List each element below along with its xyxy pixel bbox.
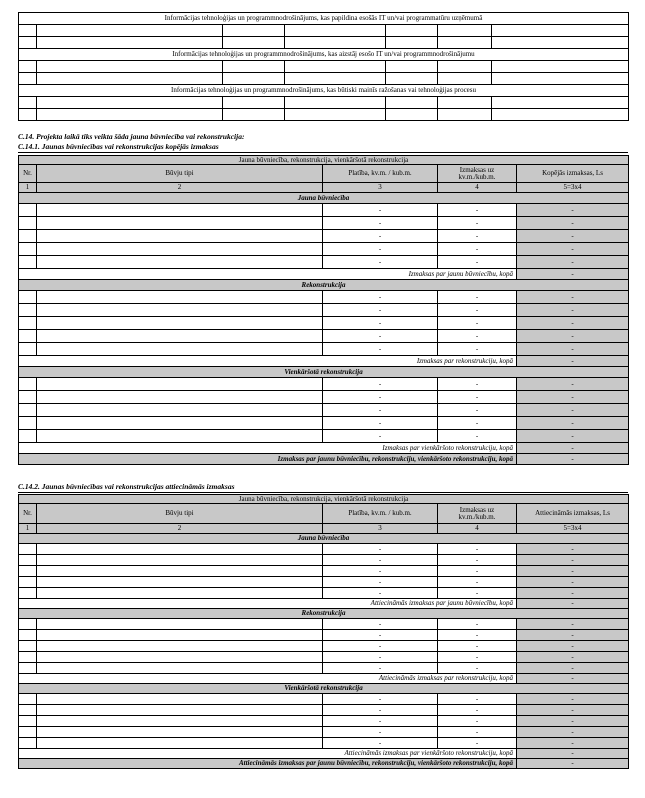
empty-cell — [19, 97, 37, 109]
empty-cell — [37, 566, 323, 577]
empty-cell — [19, 738, 37, 749]
empty-cell — [37, 37, 223, 49]
super-header: Jauna būvniecība, rekonstrukcija, vienkāršotā rekonstrukcija — [19, 495, 629, 504]
col-nr: Nr. — [19, 165, 37, 183]
cell-value: - — [323, 544, 438, 555]
empty-cell — [19, 230, 37, 243]
cell-value: - — [323, 619, 438, 630]
table-row[interactable] — [19, 317, 629, 330]
cell-value: - — [323, 391, 438, 404]
col-num: 3 — [323, 183, 438, 193]
empty-cell — [37, 97, 223, 109]
col-num: 4 — [438, 524, 517, 534]
subtotal-value: - — [517, 599, 629, 609]
empty-cell — [37, 641, 323, 652]
empty-cell — [37, 204, 323, 217]
col-type: Būvju tipi — [37, 504, 323, 524]
table-row[interactable] — [19, 588, 629, 599]
cell-value: - — [517, 304, 629, 317]
cell-value: - — [438, 378, 517, 391]
cell-value: - — [323, 378, 438, 391]
cell-value: - — [438, 705, 517, 716]
cell-value: - — [323, 343, 438, 356]
cell-value: - — [517, 738, 629, 749]
cell-value: - — [438, 343, 517, 356]
empty-cell — [19, 716, 37, 727]
subtotal-label: Izmaksas par vienkāršoto rekonstrukciju, kopā — [19, 443, 517, 454]
cell-value: - — [438, 330, 517, 343]
cell-value: - — [517, 404, 629, 417]
table-row[interactable] — [19, 417, 629, 430]
super-header: Jauna būvniecība, rekonstrukcija, vienkāršotā rekonstrukcija — [19, 156, 629, 165]
table-row[interactable] — [19, 652, 629, 663]
empty-cell — [19, 25, 37, 37]
table-row[interactable] — [19, 217, 629, 230]
cell-value: - — [438, 243, 517, 256]
cell-value: - — [438, 641, 517, 652]
cell-value: - — [323, 430, 438, 443]
cell-value: - — [323, 738, 438, 749]
cell-value: - — [438, 555, 517, 566]
empty-cell — [37, 577, 323, 588]
cell-value: - — [323, 555, 438, 566]
table-row[interactable] — [19, 544, 629, 555]
col-num: 2 — [37, 183, 323, 193]
cell-value: - — [517, 544, 629, 555]
empty-cell — [438, 109, 492, 121]
cell-value: - — [438, 577, 517, 588]
cell-value: - — [323, 256, 438, 269]
empty-cell — [492, 109, 629, 121]
empty-cell — [37, 256, 323, 269]
cell-value: - — [323, 716, 438, 727]
empty-cell — [19, 555, 37, 566]
table-row[interactable] — [19, 204, 629, 217]
cell-value: - — [517, 663, 629, 674]
cell-value: - — [438, 417, 517, 430]
empty-cell — [37, 663, 323, 674]
section-new: Jauna būvniecība — [19, 193, 629, 204]
col-unit-cost: Izmaksas uz kv.m./kub.m. — [438, 165, 517, 183]
cell-value: - — [323, 204, 438, 217]
cell-value: - — [323, 243, 438, 256]
empty-cell — [19, 705, 37, 716]
empty-cell — [37, 555, 323, 566]
section-simple: Vienkāršotā rekonstrukcija — [19, 367, 629, 378]
col-total: Attiecināmās izmaksas, Ls — [517, 504, 629, 524]
cell-value: - — [517, 705, 629, 716]
c142-title: C.14.2. Jaunas būvniecības vai rekonstrukcijas attiecināmās izmaksas — [18, 482, 235, 491]
table-row[interactable] — [19, 694, 629, 705]
empty-cell — [19, 404, 37, 417]
col-num: 2 — [37, 524, 323, 534]
empty-cell — [223, 97, 285, 109]
empty-cell — [37, 417, 323, 430]
empty-cell — [37, 391, 323, 404]
empty-cell — [285, 73, 386, 85]
empty-cell — [492, 73, 629, 85]
empty-cell — [19, 652, 37, 663]
cell-value: - — [438, 716, 517, 727]
table-row[interactable] — [19, 37, 629, 49]
cell-value: - — [517, 378, 629, 391]
empty-cell — [19, 544, 37, 555]
cell-value: - — [517, 256, 629, 269]
empty-cell — [19, 694, 37, 705]
cell-value: - — [517, 652, 629, 663]
table-row[interactable] — [19, 555, 629, 566]
empty-cell — [438, 97, 492, 109]
subtotal-value: - — [517, 443, 629, 454]
it-table — [18, 12, 629, 121]
empty-cell — [438, 73, 492, 85]
section-recon: Rekonstrukcija — [19, 280, 629, 291]
empty-cell — [37, 378, 323, 391]
cell-value: - — [438, 391, 517, 404]
table-row[interactable] — [19, 738, 629, 749]
c142-table — [18, 494, 629, 769]
table-row[interactable] — [19, 378, 629, 391]
empty-cell — [285, 109, 386, 121]
col-num: 5=3x4 — [517, 183, 629, 193]
empty-cell — [386, 37, 438, 49]
col-nr: Nr. — [19, 504, 37, 524]
cell-value: - — [517, 727, 629, 738]
empty-cell — [386, 97, 438, 109]
subtotal-label: Izmaksas par jaunu būvniecību, kopā — [19, 269, 517, 280]
it-section-header-3: Informācijas tehnoloģijas un programmnodrošinājums, kas būtiski mainīs ražošanas vai tehnoloģijas procesu — [19, 85, 629, 97]
empty-cell — [19, 61, 37, 73]
grand-total-value: - — [517, 454, 629, 465]
table-row[interactable] — [19, 619, 629, 630]
empty-cell — [19, 641, 37, 652]
cell-value: - — [517, 230, 629, 243]
cell-value: - — [323, 727, 438, 738]
table-row[interactable] — [19, 304, 629, 317]
empty-cell — [37, 630, 323, 641]
subtotal-label: Attiecināmās izmaksas par rekonstrukciju, kopā — [19, 674, 517, 684]
table-row[interactable] — [19, 61, 629, 73]
cell-value: - — [438, 544, 517, 555]
empty-cell — [37, 727, 323, 738]
empty-cell — [37, 25, 223, 37]
empty-cell — [19, 727, 37, 738]
cell-value: - — [438, 652, 517, 663]
empty-cell — [37, 230, 323, 243]
empty-cell — [19, 430, 37, 443]
cell-value: - — [438, 619, 517, 630]
table-row[interactable] — [19, 705, 629, 716]
cell-value: - — [517, 577, 629, 588]
cell-value: - — [323, 652, 438, 663]
empty-cell — [438, 25, 492, 37]
cell-value: - — [438, 694, 517, 705]
empty-cell — [19, 317, 37, 330]
cell-value: - — [517, 694, 629, 705]
empty-cell — [37, 291, 323, 304]
empty-cell — [19, 73, 37, 85]
table-row[interactable] — [19, 727, 629, 738]
cell-value: - — [323, 577, 438, 588]
cell-value: - — [438, 663, 517, 674]
cell-value: - — [517, 204, 629, 217]
cell-value: - — [517, 417, 629, 430]
table-row[interactable] — [19, 230, 629, 243]
cell-value: - — [438, 304, 517, 317]
empty-cell — [223, 109, 285, 121]
table-row[interactable] — [19, 330, 629, 343]
cell-value: - — [323, 291, 438, 304]
cell-value: - — [438, 588, 517, 599]
table-row[interactable] — [19, 25, 629, 37]
empty-cell — [37, 738, 323, 749]
table-row[interactable] — [19, 566, 629, 577]
cell-value: - — [438, 738, 517, 749]
subtotal-label: Attiecināmās izmaksas par jaunu būvniecību, kopā — [19, 599, 517, 609]
cell-value: - — [517, 555, 629, 566]
empty-cell — [19, 391, 37, 404]
empty-cell — [37, 404, 323, 417]
table-row[interactable] — [19, 291, 629, 304]
table-row[interactable] — [19, 391, 629, 404]
empty-cell — [37, 61, 223, 73]
col-area: Platība, kv.m. / kub.m. — [323, 165, 438, 183]
empty-cell — [492, 25, 629, 37]
empty-cell — [285, 25, 386, 37]
empty-cell — [19, 109, 37, 121]
cell-value: - — [517, 588, 629, 599]
table-row[interactable] — [19, 97, 629, 109]
cell-value: - — [517, 630, 629, 641]
empty-cell — [37, 619, 323, 630]
subtotal-value: - — [517, 269, 629, 280]
subtotal-value: - — [517, 749, 629, 759]
cell-value: - — [517, 330, 629, 343]
cell-value: - — [323, 705, 438, 716]
empty-cell — [386, 25, 438, 37]
table-row[interactable] — [19, 430, 629, 443]
cell-value: - — [438, 317, 517, 330]
grand-total-value: - — [517, 759, 629, 769]
empty-cell — [19, 566, 37, 577]
divider — [18, 492, 628, 493]
grand-total-label: Attiecināmās izmaksas par jaunu būvniecību, rekonstrukciju, vienkāršoto rekonstrukciju, kopā — [19, 759, 517, 769]
cell-value: - — [438, 217, 517, 230]
col-num: 3 — [323, 524, 438, 534]
section-recon: Rekonstrukcija — [19, 609, 629, 619]
cell-value: - — [517, 619, 629, 630]
empty-cell — [19, 663, 37, 674]
cell-value: - — [517, 716, 629, 727]
cell-value: - — [438, 566, 517, 577]
empty-cell — [19, 37, 37, 49]
empty-cell — [223, 37, 285, 49]
empty-cell — [19, 630, 37, 641]
cell-value: - — [323, 630, 438, 641]
empty-cell — [37, 430, 323, 443]
cell-value: - — [438, 404, 517, 417]
it-section-header-1: Informācijas tehnoloģijas un programmnodrošinājums, kas papildina esošās IT un/vai programmatūru uzņēmumā — [19, 13, 629, 25]
c14-title: C.14. Projekta laikā tiks veikta šāda jauna būvniecība vai rekonstrukcija: — [18, 132, 245, 141]
empty-cell — [19, 588, 37, 599]
subtotal-label: Izmaksas par rekonstrukciju, kopā — [19, 356, 517, 367]
cell-value: - — [517, 243, 629, 256]
cell-value: - — [438, 630, 517, 641]
cell-value: - — [323, 663, 438, 674]
subtotal-label: Attiecināmās izmaksas par vienkāršoto rekonstrukciju, kopā — [19, 749, 517, 759]
table-row[interactable] — [19, 109, 629, 121]
table-row[interactable] — [19, 630, 629, 641]
empty-cell — [37, 705, 323, 716]
empty-cell — [37, 716, 323, 727]
table-row[interactable] — [19, 343, 629, 356]
empty-cell — [37, 694, 323, 705]
cell-value: - — [323, 330, 438, 343]
section-simple: Vienkāršotā rekonstrukcija — [19, 684, 629, 694]
empty-cell — [285, 61, 386, 73]
cell-value: - — [438, 204, 517, 217]
table-row[interactable] — [19, 243, 629, 256]
table-row[interactable] — [19, 256, 629, 269]
cell-value: - — [438, 430, 517, 443]
table-row[interactable] — [19, 577, 629, 588]
table-row[interactable] — [19, 663, 629, 674]
cell-value: - — [517, 641, 629, 652]
table-row[interactable] — [19, 404, 629, 417]
cell-value: - — [438, 230, 517, 243]
cell-value: - — [323, 304, 438, 317]
empty-cell — [285, 37, 386, 49]
empty-cell — [19, 256, 37, 269]
col-type: Būvju tipi — [37, 165, 323, 183]
empty-cell — [438, 61, 492, 73]
cell-value: - — [517, 291, 629, 304]
cell-value: - — [517, 317, 629, 330]
empty-cell — [492, 97, 629, 109]
empty-cell — [386, 61, 438, 73]
cell-value: - — [323, 417, 438, 430]
cell-value: - — [517, 391, 629, 404]
empty-cell — [37, 544, 323, 555]
col-area: Platība, kv.m. / kub.m. — [323, 504, 438, 524]
empty-cell — [37, 73, 223, 85]
divider — [18, 152, 628, 153]
c141-table — [18, 155, 629, 465]
empty-cell — [438, 37, 492, 49]
empty-cell — [19, 577, 37, 588]
cell-value: - — [517, 217, 629, 230]
empty-cell — [223, 61, 285, 73]
subtotal-value: - — [517, 674, 629, 684]
empty-cell — [386, 73, 438, 85]
cell-value: - — [438, 256, 517, 269]
empty-cell — [37, 217, 323, 230]
cell-value: - — [438, 291, 517, 304]
cell-value: - — [323, 641, 438, 652]
it-section-header-2: Informācijas tehnoloģijas un programmnodrošinājums, kas aizstāj esošo IT un/vai programmnodrošinājumu — [19, 49, 629, 61]
cell-value: - — [323, 588, 438, 599]
cell-value: - — [323, 404, 438, 417]
col-num: 5=3x4 — [517, 524, 629, 534]
cell-value: - — [517, 430, 629, 443]
cell-value: - — [323, 217, 438, 230]
empty-cell — [492, 37, 629, 49]
col-num: 1 — [19, 524, 37, 534]
empty-cell — [37, 330, 323, 343]
grand-total-label: Izmaksas par jaunu būvniecību, rekonstrukciju, vienkāršoto rekonstrukciju, kopā — [19, 454, 517, 465]
empty-cell — [19, 291, 37, 304]
cell-value: - — [438, 727, 517, 738]
empty-cell — [223, 73, 285, 85]
col-unit-cost: Izmaksas uz kv.m./kub.m. — [438, 504, 517, 524]
empty-cell — [223, 25, 285, 37]
empty-cell — [19, 378, 37, 391]
cell-value: - — [323, 694, 438, 705]
empty-cell — [492, 61, 629, 73]
cell-value: - — [323, 317, 438, 330]
empty-cell — [37, 317, 323, 330]
empty-cell — [19, 343, 37, 356]
empty-cell — [19, 330, 37, 343]
table-row[interactable] — [19, 641, 629, 652]
empty-cell — [19, 619, 37, 630]
table-row[interactable] — [19, 716, 629, 727]
empty-cell — [37, 109, 223, 121]
col-num: 4 — [438, 183, 517, 193]
table-row[interactable] — [19, 73, 629, 85]
cell-value: - — [517, 343, 629, 356]
empty-cell — [19, 304, 37, 317]
empty-cell — [19, 204, 37, 217]
empty-cell — [19, 243, 37, 256]
col-num: 1 — [19, 183, 37, 193]
subtotal-value: - — [517, 356, 629, 367]
c141-title: C.14.1. Jaunas būvniecības vai rekonstrukcijas kopējās izmaksas — [18, 142, 219, 151]
empty-cell — [285, 97, 386, 109]
cell-value: - — [517, 566, 629, 577]
empty-cell — [37, 588, 323, 599]
section-new: Jauna būvniecība — [19, 534, 629, 544]
empty-cell — [19, 217, 37, 230]
empty-cell — [37, 343, 323, 356]
empty-cell — [37, 304, 323, 317]
empty-cell — [19, 417, 37, 430]
empty-cell — [37, 652, 323, 663]
empty-cell — [37, 243, 323, 256]
empty-cell — [386, 109, 438, 121]
cell-value: - — [323, 566, 438, 577]
cell-value: - — [323, 230, 438, 243]
col-total: Kopējās izmaksas, Ls — [517, 165, 629, 183]
